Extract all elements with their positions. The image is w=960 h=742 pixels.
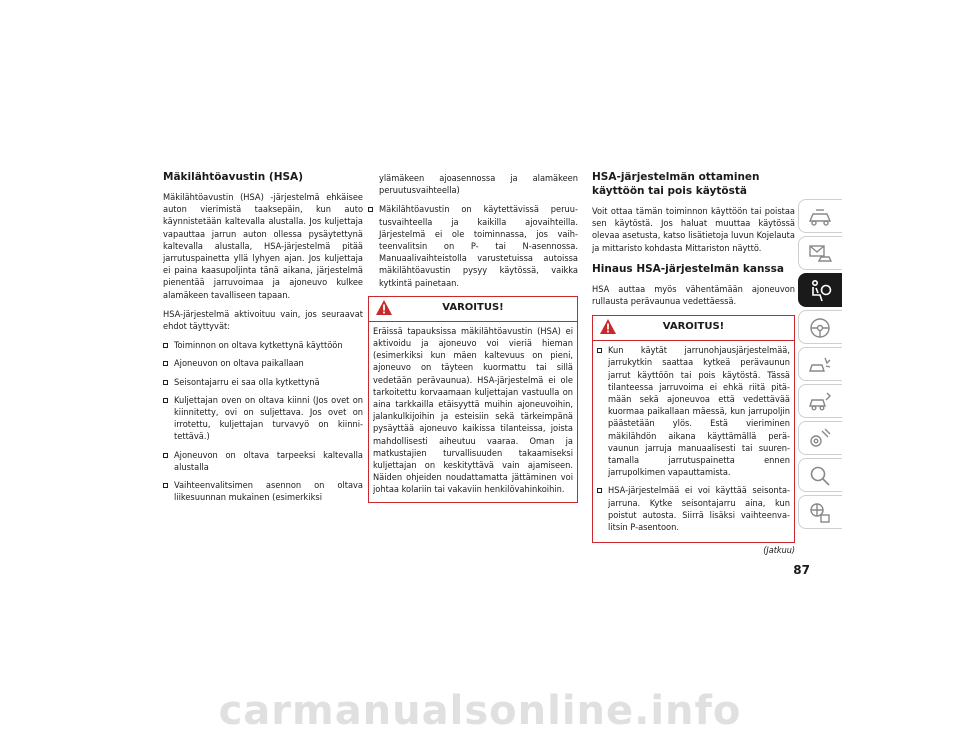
warning-header [593,316,794,341]
mail-car-icon [807,241,833,267]
warning-body [593,341,794,542]
list-item: HSA-järjestelmää ei voi käyttää seisontajarruna. Kytke seisontajarru aina, kun poistut autosta. Siirrä lisäksi vaihteenvalitsin P-asentoon. [597,485,790,534]
car-dashboard-icon [807,204,833,230]
paragraph: Mäkilähtöavustin (HSA) -järjestelmä ehkäisee auton vierimistä taaksepäin, kun auto käynnistetään kaltevalla alustalla. Jos kuljettaja vapauttaa jarrun auton ollessa pysäytettynä kaltevalla alustalla, HSA-järjestelmä pitää jarrutuspainetta yllä lyhyen ajan. Jos kuljettaja ei paina kaasupoljinta tänä aikana, järjestelmä pienentää jarruvoimaa ja ajoneuvo kulkee alamäkeen tavalliseen tapaan. [163,192,363,301]
watermark: carmanualsonline.info [218,688,742,734]
tab-technical[interactable] [798,421,842,455]
car-crash-icon [807,352,833,378]
list-item: Seisontajarru ei saa olla kytkettynä [163,377,363,389]
warning-box [592,315,795,543]
conditions-list [163,340,363,504]
section-heading-towing: Hinaus HSA-järjestelmän kanssa [592,262,785,275]
tab-getting-to-know[interactable] [798,199,842,233]
warning-list [597,345,790,534]
list-item: Kun käytät jarrunohjausjärjestelmää, jarrukytkin saattaa kytkeä perävaunun jarrut käyttöön tai pois käytöstä. Tässä tilanteessa jarruvoima ei ehkä riitä pitämään sekä ajoneuvoa että vedettävää kuormaa paikallaan mäessä, kun jarrupoljin päästetään ylös. Estä vieriminen mäkilähdön aikana käyttämällä perävaunun jarruja manuaalisesti tai suurentamalla jarrutuspainetta ennen jarrupolkimen vapauttamista. [597,345,790,479]
checkbox-bullet-icon [597,488,602,493]
tab-emergency[interactable] [798,347,842,381]
list-item: Vaihteenvalitsimen asennon on oltava liikesuunnan mukainen (esimerkiksi [163,480,363,504]
column-left [163,170,363,510]
checkbox-bullet-icon [368,207,373,212]
checkbox-bullet-icon [163,343,168,348]
column-right [592,170,795,553]
checkbox-bullet-icon [163,398,168,403]
section-heading-hsa: Mäkilähtöavustin (HSA) [163,171,303,183]
airbag-seat-icon [807,278,833,304]
tab-getting-started[interactable] [798,236,842,270]
car-service-icon [807,389,833,415]
column-middle [368,173,578,513]
tab-safety[interactable] [798,273,842,307]
language-icon [807,500,833,526]
paragraph: HSA-järjestelmä aktivoituu vain, jos seuraavat ehdot täyttyvät: [163,308,363,333]
continued-label: (Jatkuu) [763,546,795,556]
checkbox-bullet-icon [163,380,168,385]
chapter-tabs [798,199,842,532]
page-number: 87 [793,563,810,577]
conditions-list-continued [368,204,578,289]
list-continuation: ylämäkeen ajoasennossa ja alamäkeen peruutusvaihteella) [379,173,578,197]
list-item: Toiminnon on oltava kytkettynä käyttöön [163,340,363,352]
tab-starting-operating[interactable] [798,310,842,344]
section-heading-enable-disable: HSA-järjestelmän ottaminen käyttöön tai pois käytöstä [592,171,760,197]
checkbox-bullet-icon [163,483,168,488]
warning-text: Eräissä tapauksissa mäkilähtöavustin (HSA) ei aktivoidu ja ajoneuvo voi vieriä hieman (esimerkiksi kun mäen kaltevuus on pieni, ajoneuvo on täyteen kuormattu tai sillä vedetään perävaunua). HSA-järjestelmä ei ole tarkoitettu korvaamaan kuljettajan vastuulla on aina tarkkailla etäisyyttä muihin ajoneuvoihin, jalankulkijoihin ja esteisiin sekä tärkeimpänä pysäyttää ajoneuvo kaikissa tilanteissa, joista mahdollisesti aiheutuu vaaraa. Oman ja matkustajien turvallisuuden takaamiseksi kuljettajan on keskityttävä vain ajamiseen. Näiden ohjeiden noudattamatta jättäminen voi johtaa kolariin tai vakaviin henkilövahinkoihin. [373,325,573,496]
warning-body [369,322,577,502]
list-item: Ajoneuvon on oltava tarpeeksi kaltevalla alustalla [163,450,363,474]
steering-wheel-icon [807,315,833,341]
warning-box [368,296,578,503]
wrench-gears-icon [807,426,833,452]
paragraph: HSA auttaa myös vähentämään ajoneuvon rullausta perävaunua vedettäessä. [592,283,795,308]
tab-languages[interactable] [798,495,842,529]
list-item: Mäkilähtöavustin on käytettävissä peruutusvaihteella ja kaikilla ajovaihteilla. Järjestelmä ei ole toiminnassa, jos vaihteenvalitsin on P- tai N-asennossa. Manuaalivaihteistolla varustetuissa autoissa mäkilähtöavustin pysyy käytössä, vaikka kytkintä painetaan. [368,204,578,289]
warning-header [369,297,577,322]
list-item: Ajoneuvon on oltava paikallaan [163,358,363,370]
paragraph: Voit ottaa tämän toiminnon käyttöön tai poistaa sen käytöstä. Jos haluat muuttaa käytössä olevaa asetusta, katso lisätietoja luvun Kojelauta ja mittaristo kohdasta Mittariston näyttö. [592,206,795,254]
checkbox-bullet-icon [163,361,168,366]
tab-servicing[interactable] [798,384,842,418]
warning-title: VAROITUS! [662,321,725,333]
magnifier-icon [807,463,833,489]
tab-index[interactable] [798,458,842,492]
checkbox-bullet-icon [163,453,168,458]
checkbox-bullet-icon [597,348,602,353]
warning-title: VAROITUS! [442,301,504,313]
list-item: Kuljettajan oven on oltava kiinni (Jos ovet on kiinnitetty, ovi on suljettava. Jos ovet on irrotettu, kuljettajan turvavyö on kiinnitettävä.) [163,395,363,444]
